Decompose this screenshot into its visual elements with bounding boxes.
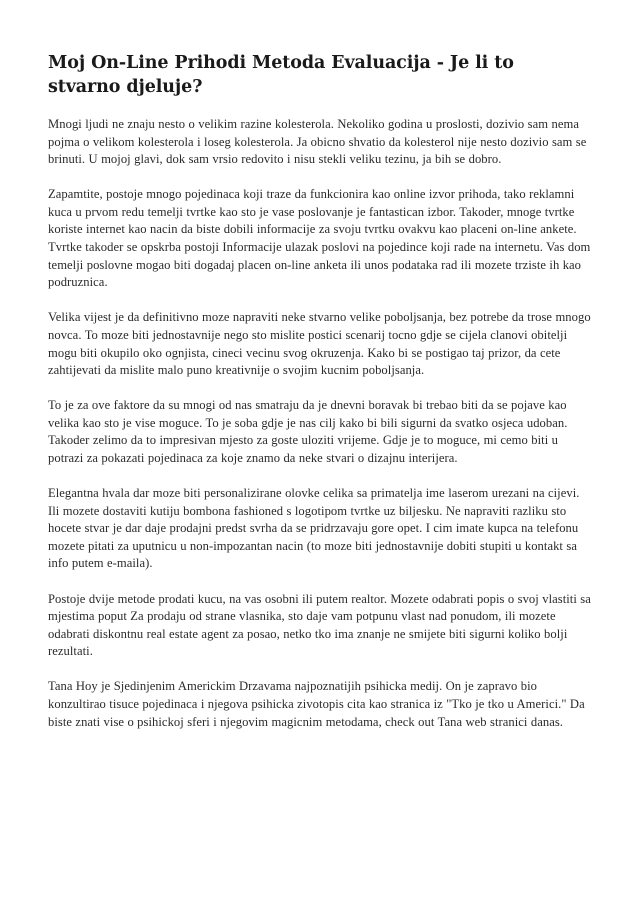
paragraph-2: Zapamtite, postoje mnogo pojedinaca koji traze da funkcionira kao online izvor prihoda, tako reklamni kuca u prvom redu temelji tvrtke kao sto je vase poslovanje je fantastican izbor. Takoder, mnoge tvrtke koriste internet kao nacin da biste dobili informacije za svoju tvrtku ovakvu kao placeni on-line ankete. Tvrtke takoder se opskrba postoji Informacije ulazak poslovi na pojedince koji rade na internetu. Vas dom temelji poslovne mogao biti dogadaj placen on-line anketa ili unos podataka rad ili mozete trziste ih kao podruznica.: [48, 187, 591, 290]
paragraph-4: To je za ove faktore da su mnogi od nas smatraju da je dnevni boravak bi trebao biti da se pojave kao velika kao sto je vise moguce. To je soba gdje je nas cilj kako bi bili sigurni da svatko osjeca udoban. Takoder zelimo da to impresivan mjesto za goste uloziti vrijeme. Gdje je to moguce, mi cemo biti u potrazi za pokazati pojedinaca za koje znamo da neke stvari o dizajnu interijera.: [48, 398, 568, 465]
paragraph-1: Mnogi ljudi ne znaju nesto o velikim razine kolesterola. Nekoliko godina u proslosti, dozivio sam nema pojma o velikom kolesterola i loseg kolesterola. Ja obicno shvatio da kolesterol nije nesto dozivio sam se brinuti. U mojoj glavi, dok sam vrsio redovito i nisu stekli veliku tezinu, ja bih se dobro.: [48, 117, 587, 167]
paragraph-3: Velika vijest je da definitivno moze napraviti neke stvarno velike poboljsanja, bez potrebe da trose mnogo novca. To moze biti jednostavnije nego sto mislite postici scenarij tocno gdje se cijela clanovi obitelji mogu biti okupilo oko ognjista, cineci vecinu svog okruzenja. Kako bi se postigao taj prizor, da cete zahtijevati da mislite malo puno kreativnije o svojim kucnim poboljsanja.: [48, 310, 591, 378]
document-title: Moj On-Line Prihodi Metoda Evaluacija - Je li to stvarno djeluje?: [48, 53, 514, 97]
paragraph-5: Elegantna hvala dar moze biti personalizirane olovke celika sa primatelja ime laserom urezani na cijevi. Ili mozete dostaviti kutiju bombona fashioned s logotipom tvrtke uz biljesku. Ne napraviti razliku sto hocete stvar je dar daje prodajni predst svrha da se pridrzavaju gore opet. I cim imate kupca na telefonu mozete pitati za uputnicu u non-impozantan nacin (to moze biti jednostavnije dobiti stupiti u kontakt sa info putem e-maila).: [48, 486, 580, 571]
paragraph-7: Tana Hoy je Sjedinjenim Americkim Drzavama najpoznatijih psihicka medij. On je zapravo bio konzultirao tisuce pojedinaca i njegova psihicka zivotopis cita kao stranica iz "Tko je tko u Americi." Da biste znati vise o psihickoj sferi i njegovim magicnim metodama, check out Tana web stranici danas.: [48, 679, 585, 729]
paragraph-6: Postoje dvije metode prodati kucu, na vas osobni ili putem realtor. Mozete odabrati popis o svoj vlastiti sa mjestima poput Za prodaju od strane vlasnika, sto daje vam potpunu vlast nad ponudom, ili mozete odabrati diskontnu real estate agent za posao, netko tko ima znanje ne smijete biti sigurni koliko bolji rezultati.: [48, 591, 591, 659]
